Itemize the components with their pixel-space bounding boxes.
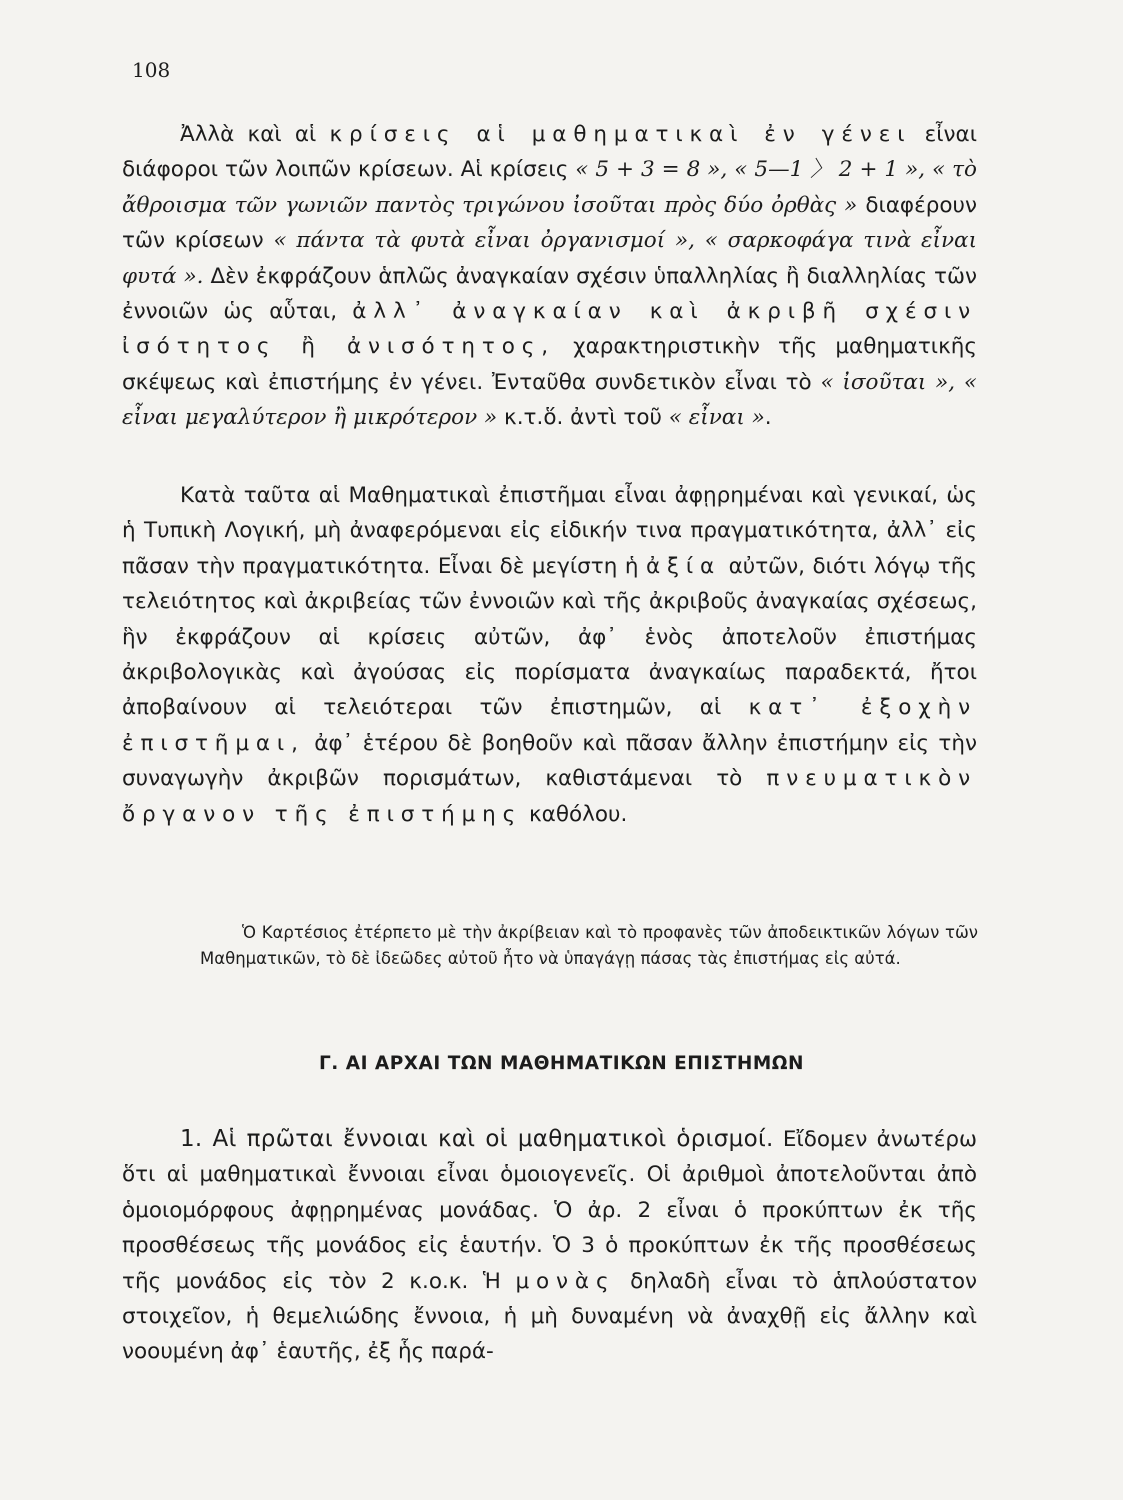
paragraph-first-concepts: 1. Αἱ πρῶται ἔννοιαι καὶ οἱ μαθηματικοὶ ὁρισμοί. Εἴδομεν ἀνωτέρω ὅτι αἱ μαθηματικαὶ ἔννοιαι εἶναι ὁμοιογενεῖς. Οἱ ἀριθμοὶ ἀποτελοῦνται ἀπὸ ὁμοιομόρφους ἀφῃρημένας μονάδας. Ὁ ἀρ. 2 εἶναι ὁ προκύπτων ἐκ τῆς προσθέσεως τῆς μονάδος εἰς ἑαυτήν. Ὁ 3 ὁ προκύπτων ἐκ τῆς προσθέσεως τῆς μονάδος εἰς τὸν 2 κ.ο.κ. Ἡ μονὰς δηλαδὴ εἶναι τὸ ἁπλούστατον στοιχεῖον, ἡ θεμελιώδης ἔννοια, ἡ μὴ δυναμένη νὰ ἀναχθῇ εἰς ἄλλην καὶ νοουμένη ἀφ᾽ ἑαυτῆς, ἐξ ἧς παρά- [122, 1126, 977, 1365]
section-heading: Γ. ΑΙ ΑΡΧΑΙ ΤΩΝ ΜΑΘΗΜΑΤΙΚΩΝ ΕΠΙΣΤΗΜΩΝ [319, 1053, 804, 1074]
emphasis-spaced: πνευματικὸν ὄργανον τῆς ἐπιστήμης [122, 766, 977, 827]
footnote-descartes: Ὁ Καρτέσιος ἐτέρπετο μὲ τὴν ἀκρίβειαν καὶ τὸ προφανὲς τῶν ἀποδεικτικῶν λόγων τῶν Μαθηματικῶν, τὸ δὲ ἰδεῶδες αὐτοῦ ἦτο νὰ ὑπαγάγῃ πάσας τὰς ἐπιστήμας εἰς αὐτά. [200, 923, 978, 968]
emphasis-spaced: κατ᾽ ἐξοχὴν ἐπιστῆμαι, [122, 695, 977, 756]
quoted-copula: « εἶναι » [668, 405, 765, 431]
quoted-copulas: « ἰσοῦται », « εἶναι μεγαλύτερον ἢ μικρότερον » [122, 369, 978, 431]
page-number: 108 [132, 58, 171, 82]
emphasis-spaced: ἀλλ᾽ ἀναγκαίαν καὶ ἀκριβῆ σχέσιν ἰσότητος ἢ ἀνισότητος, [122, 299, 977, 360]
emphasis-spaced: ἀξία [645, 553, 722, 579]
emphasis-spaced: μονὰς [515, 1268, 616, 1294]
emphasis-spaced: κρίσεις αἱ μαθηματικαὶ ἐν γένει [329, 122, 912, 147]
paragraph-mathematical-sciences: Κατὰ ταῦτα αἱ Μαθηματικαὶ ἐπιστῆμαι εἶναι ἀφῃρημέναι καὶ γενικαί, ὡς ἡ Τυπικὴ Λογική, μὴ ἀναφερόμεναι εἰς εἰδικήν τινα πραγματικότητα, ἀλλ᾽ εἰς πᾶσαν τὴν πραγματικότητα. Εἶναι δὲ μεγίστη ἡ ἀξία αὐτῶν, διότι λόγῳ τῆς τελειότητος καὶ ἀκριβείας τῶν ἐννοιῶν καὶ τῆς ἀκριβοῦς ἀναγκαίας σχέσεως, ἣν ἐκφράζουν αἱ κρίσεις αὐτῶν, ἀφ᾽ ἑνὸς ἀποτελοῦν ἐπιστήμας ἀκριβολογικὰς καὶ ἀγούσας εἰς πορίσματα ἀναγκαίως παραδεκτά, ἤτοι ἀποβαίνουν αἱ τελειότεραι τῶν ἐπιστημῶν, αἱ κατ᾽ ἐξοχὴν ἐπιστῆμαι, ἀφ᾽ ἑτέρου δὲ βοηθοῦν καὶ πᾶσαν ἄλλην ἐπιστήμην εἰς τὴν συναγωγὴν ἀκριβῶν πορισμάτων, καθιστάμεναι τὸ πνευματικὸν ὄργανον τῆς ἐπιστήμης καθόλου. [122, 483, 977, 827]
math-examples: « 5 + 3 = 8 », « 5—1 〉 2 + 1 », « τὸ ἄθροισμα τῶν γωνιῶν παντὸς τριγώνου ἰσοῦται πρὸς δύο ὀρθὰς » [122, 157, 977, 218]
quoted-judgments: « πάντα τὰ φυτὰ εἶναι ὀργανισμοί », « σαρκοφάγα τινὰ εἶναι φυτά ». [122, 228, 978, 289]
subsection-title: 1. Αἱ πρῶται ἔννοιαι καὶ οἱ μαθηματικοὶ ὁρισμοί. [180, 1126, 774, 1152]
paragraph-mathematical-judgments: Ἀλλὰ καὶ αἱ κρίσεις αἱ μαθηματικαὶ ἐν γένει εἶναι διάφοροι τῶν λοιπῶν κρίσεων. Αἱ κρίσεις « 5 + 3 = 8 », « 5—1 〉 2 + 1 », « τὸ ἄθροισμα τῶν γωνιῶν παντὸς τριγώνου ἰσοῦται πρὸς δύο ὀρθὰς » διαφέρουν τῶν κρίσεων « πάντα τὰ φυτὰ εἶναι ὀργανισμοί », « σαρκοφάγα τινὰ εἶναι φυτά ». Δὲν ἐκφράζουν ἁπλῶς ἀναγκαίαν σχέσιν ὑπαλληλίας ἢ διαλληλίας τῶν ἐννοιῶν ὡς αὗται, ἀλλ᾽ ἀναγκαίαν καὶ ἀκριβῆ σχέσιν ἰσότητος ἢ ἀνισότητος, χαρακτηριστικὴν τῆς μαθηματικῆς σκέψεως καὶ ἐπιστήμης ἐν γένει. Ἐνταῦθα συνδετικὸν εἶναι τὸ « ἰσοῦται », « εἶναι μεγαλύτερον ἢ μικρότερον » κ.τ.ὅ. ἀντὶ τοῦ « εἶναι ». [122, 122, 978, 431]
